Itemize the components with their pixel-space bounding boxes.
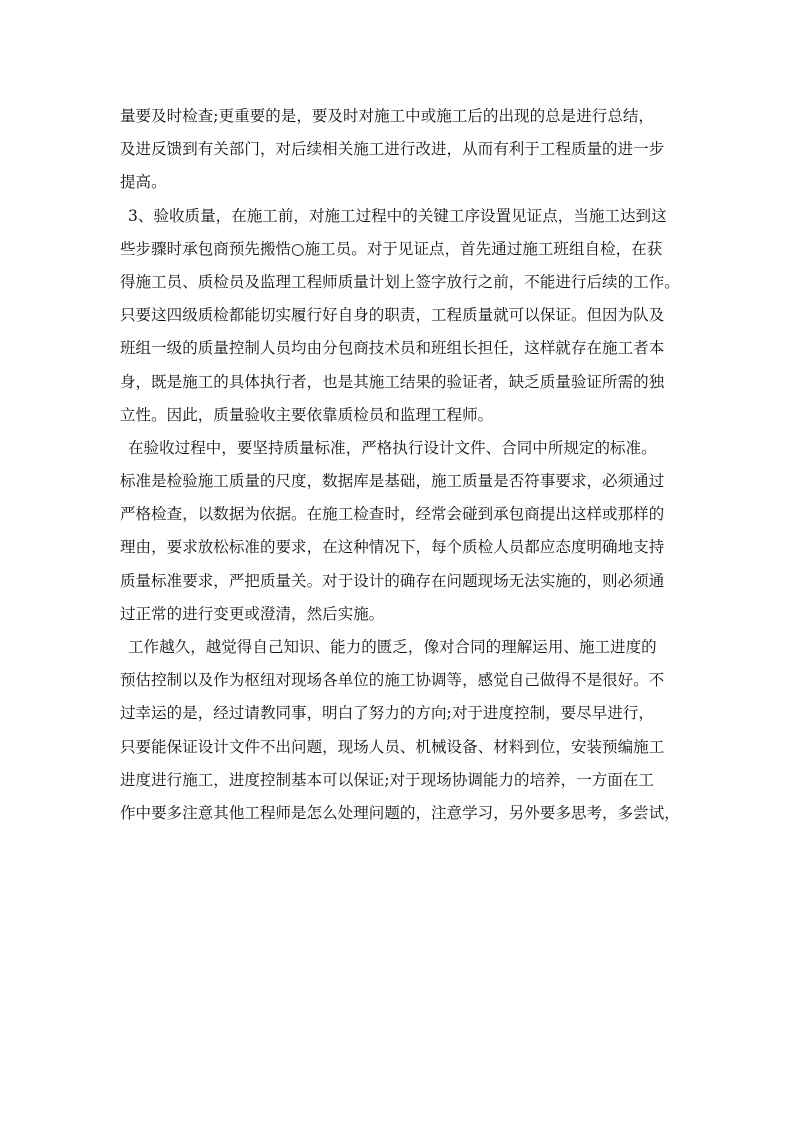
text-line: 提高。 — [120, 173, 167, 192]
text-line: 进度进行施工，进度控制基本可以保证;对于现场协调能力的培养，一方面在工 — [120, 770, 654, 789]
text-line: 过正常的进行变更或澄清，然后实施。 — [120, 604, 385, 623]
text-line: 过幸运的是，经过请教同事，明白了努力的方向;对于进度控制，要尽早进行， — [120, 704, 654, 723]
text-line: 量要及时检查;更重要的是，要及时对施工中或施工后的出现的总是进行总结， — [120, 107, 654, 125]
text-line: 得施工员、质检员及监理工程师质量计划上签字放行之前，不能进行后续的工作。 — [120, 272, 680, 291]
text-line: 严格检查，以数据为依据。在施工检查时，经常会碰到承包商提出这样或那样的 — [120, 505, 665, 524]
text-line: 身，既是施工的具体执行者，也是其施工结果的验证者，缺乏质量验证所需的独 — [120, 372, 665, 391]
text-line: 工作越久，越觉得自己知识、能力的匮乏，像对合同的理解运用、施工进度的 — [128, 638, 657, 656]
text-line: 理由，要求放松标准的要求，在这种情况下，每个质检人员都应态度明确地支持 — [120, 538, 665, 557]
text-line: 作中要多注意其他工程师是怎么处理问题的，注意学习，另外要多思考，多尝试， — [120, 803, 680, 822]
text-line: 在验收过程中，要坚持质量标准，严格执行设计文件、合同中所规定的标准。 — [128, 438, 657, 457]
text-line: 只要这四级质检都能切实履行好自身的职责，工程质量就可以保证。但因为队及 — [120, 306, 665, 325]
text-line: 标准是检验施工质量的尺度，数据库是基础，施工质量是否符事要求，必须通过 — [120, 472, 665, 491]
text-line: 预估控制以及作为枢纽对现场各单位的施工协调等，感觉自己做得不是很好。不 — [120, 671, 665, 690]
text-line: 班组一级的质量控制人员均由分包商技术员和班组长担任，这样就存在施工者本 — [120, 339, 665, 358]
text-line: 只要能保证设计文件不出问题，现场人员、机械设备、材料到位，安装预编施工 — [120, 737, 665, 756]
text-line: 3、验收质量，在施工前，对施工过程中的关键工序设置见证点，当施工达到这 — [128, 206, 667, 225]
text-line: 立性。因此，质量验收主要依靠质检员和监理工程师。 — [120, 405, 494, 424]
text-line: 质量标准要求，严把质量关。对于设计的确存在问题现场无法实施的，则必须通 — [120, 571, 665, 590]
text-line: 些步骤时承包商预先搬悎○施工员。对于见证点，首先通过施工班组自检，在获 — [120, 239, 663, 258]
text-line: 及进反馈到有关部门，对后续相关施工进行改进，从而有利于工程质量的进一步 — [120, 140, 665, 159]
body-text — [120, 100, 680, 830]
